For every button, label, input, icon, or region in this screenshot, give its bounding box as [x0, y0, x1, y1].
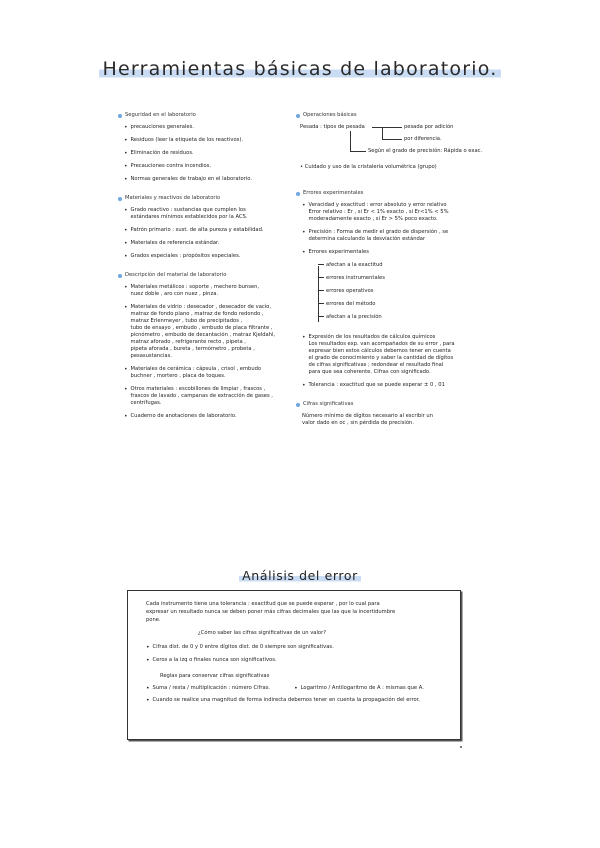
bullet-dot-icon: [118, 274, 122, 278]
list-item: • Ceros a la izq o finales nunca son significativos.: [146, 657, 448, 665]
list-item: • Precauciones contra incendios.: [124, 163, 296, 170]
error-type: errores del método: [318, 301, 375, 308]
list-item: • Patrón primario : sust. de alta pureza y estabilidad.: [124, 227, 296, 234]
paragraph: Número mínimo de dígitos necesario al escribir un valor dado en oc , sin pérdida de precisión.: [302, 413, 433, 427]
section-safety: [118, 112, 296, 183]
list-item: • Tolerancia : exactitud que se puede esperar ± 0 , 01: [302, 382, 478, 389]
list-item: • Expresión de los resultados de cálculos químicos Los resultados exp. van acompañados de su error , para expresar bien estos cálculos debemos tener en cuenta el grado de conocimiento y saber la cantidad de dígitos de cifras significativas ; redondear el resultado final para que sea coherente. Cifras con significado.: [302, 334, 478, 376]
list-item: • Materiales de referencia estándar.: [124, 240, 296, 247]
list-item: • Residuos (leer la etiqueta de los reactivos).: [124, 137, 296, 144]
list-item: • Normas generales de trabajo en el laboratorio.: [124, 176, 296, 183]
connector-line: [372, 127, 402, 128]
rules-heading: Reglas para conservar cifras significativas: [160, 672, 270, 679]
bullet-dot-icon: [296, 114, 300, 118]
left-column: [118, 112, 296, 432]
list-item: • precauciones generales.: [124, 124, 296, 131]
connector-line: [350, 151, 366, 152]
section-heading: Cifras significativas: [303, 401, 354, 408]
section-significant-figures: [296, 401, 478, 427]
section-errors: [296, 190, 478, 389]
section-title-analysis: Análisis del error: [0, 568, 600, 583]
list-item: • Eliminación de residuos.: [124, 150, 296, 157]
list-item: • Grados especiales : propósitos especiales.: [124, 253, 296, 260]
list-item: • Logaritmo / Antilogaritmo de A : mismas que A.: [294, 685, 424, 693]
section-heading: Descripción del material de laboratorio: [125, 272, 227, 279]
section-materials: [118, 195, 296, 260]
bullet-dot-icon: [118, 197, 122, 201]
list-item: • Cuaderno de anotaciones de laboratorio.: [124, 413, 296, 420]
pesada-note: Según el grado de precisión: Rápida o exac.: [368, 148, 483, 155]
dot-mark: [460, 746, 462, 748]
section-heading: Seguridad en el laboratorio: [125, 112, 196, 118]
weighing-diagram: [300, 124, 483, 178]
list-item: • Materiales metálicos : soporte , mechero bunsen, nuez doble , aro con nuez , pinza.: [124, 284, 296, 298]
error-type: afectan a la precisión: [318, 314, 382, 321]
section-heading: Materiales y reactivos de laboratorio: [125, 195, 221, 202]
bullet-dot-icon: [296, 192, 300, 196]
list-item: • Errores experimentales: [302, 249, 478, 256]
analysis-box: [127, 590, 461, 740]
question: ¿Cómo saber las cifras significativas de un valor?: [198, 630, 326, 637]
section-heading: Operaciones básicas: [303, 112, 357, 118]
pesada-label: Pesada : tipos de pesada: [300, 124, 365, 131]
list-item: • Materiales de vidrio : desecador , desecador de vacío, matraz de fondo plano , matraz de fondo redondo , matraz Erlenmeyer , tubo de precipitados , tubo de ensayo , embudo , embudo de placa filtrante , picnómetro , embudo de decantación , matraz Kjeldahl, matraz aforado , refrigerante recto , pipeta , pipeta aforada , bureta , termómetro , probeta , pesasustancias.: [124, 304, 296, 360]
bullet-dot-icon: [296, 403, 300, 407]
error-type: errores operativos: [318, 288, 373, 295]
list-item: • Cuando se realice una magnitud de forma indirecta debemos tener en cuenta la propagación del error.: [146, 697, 448, 705]
connector-line: [350, 131, 351, 151]
section-heading: Errores experimentales: [303, 190, 364, 197]
error-type: errores instrumentales: [318, 275, 385, 282]
list-item: • Suma / resta / multiplicación : número Cifras.: [146, 685, 270, 693]
error-type: afectan a la exactitud: [318, 262, 383, 269]
section-operations: [296, 112, 483, 178]
list-item: • Veracidad y exactitud : error absoluto y error relativo Error relativo : Er , si Er < 1% exacto , si Er<1% < 5% moderadamente exacto , si Er > 5% poco exacto.: [302, 202, 478, 223]
list-item: • Cifras dist. de 0 y 0 entre dígitos dist. de 0 siempre son significativas.: [146, 644, 448, 652]
list-item: • Otros materiales : escobillones de limpiar , frascos , frascos de lavado , campanas de extracción de gases , centrífugas.: [124, 386, 296, 407]
section-lab-material: [118, 272, 296, 420]
error-types-list: [318, 262, 478, 326]
right-column: [296, 112, 483, 439]
bullet-dot-icon: [118, 114, 122, 118]
pesada-branch-2: por diferencia.: [404, 136, 442, 143]
list-item: • Precisión : Forma de medir el grado de dispersión , se determina calculando la desviación estándar: [302, 229, 478, 243]
connector-line: [382, 139, 402, 140]
paragraph: Cada instrumento tiene una tolerancia : exactitud que se puede esperar , por lo cual para expresar un resultado nunca se deben poner más cifras decimales que las que la incertidumbre pone.: [146, 601, 396, 623]
list-item: • Cuidado y uso de la cristalería volumétrica (grupo): [300, 164, 437, 171]
page-title: Herramientas básicas de laboratorio.: [0, 58, 600, 80]
list-item: • Grado reactivo : sustancias que cumplen los estándares mínimos establecidos por la ACS.: [124, 207, 296, 221]
list-item: • Materiales de cerámica : cápsula , crisol , embudo buchner , mortero , placa de toques.: [124, 366, 296, 380]
connector-line: [382, 127, 383, 139]
pesada-branch-1: pesada por adición: [404, 124, 454, 131]
